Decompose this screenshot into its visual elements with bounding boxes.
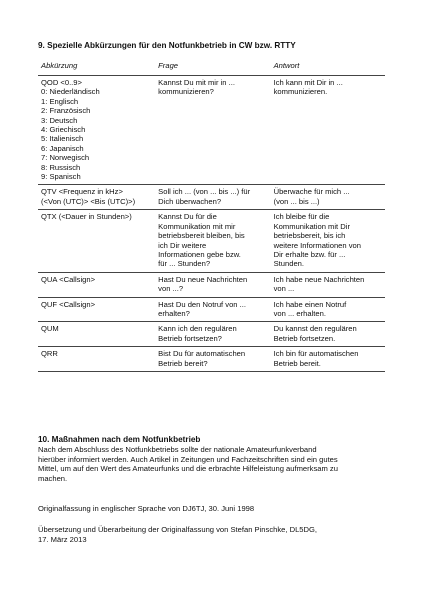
question-cell: Bist Du für automatischen Betrieb bereit?: [155, 347, 270, 372]
abbreviation-line: 4: Griechisch: [41, 125, 86, 135]
abbreviation-line: 8: Russisch: [41, 162, 81, 172]
abbreviation-line: QTV <Frequenz in kHz>: [41, 187, 123, 197]
abbreviation-line: 6: Japanisch: [41, 143, 84, 153]
abbreviation-line: 5: Italienisch: [41, 134, 84, 144]
abbreviation-cell: [38, 297, 155, 322]
question-cell: Hast Du neue Nachrichten von ...?: [155, 272, 270, 297]
question-cell: Kann ich den regulären Betrieb fortsetzen?: [155, 322, 270, 347]
translation-credit: [38, 525, 388, 544]
question-cell: Soll ich ... (von ... bis ...) für Dich überwachen?: [155, 185, 270, 210]
section-10-paragraph: [38, 445, 390, 483]
answer-cell: Du kannst den regulären Betrieb fortsetzen.: [271, 322, 385, 347]
abbreviation-line: 7: Norwegisch: [41, 153, 90, 163]
abbreviation-line: QUF <Callsign>: [41, 299, 96, 309]
answer-cell: Ich habe einen Notruf von ... erhalten.: [271, 297, 385, 322]
abbreviation-cell: [38, 322, 155, 347]
answer-cell: Ich kann mit Dir in ... kommunizieren.: [271, 76, 385, 185]
original-credit-text: Originalfassung in englischer Sprache von DJ6TJ, 30. Juni 1998: [38, 504, 255, 513]
table-row: [38, 322, 385, 347]
abbreviations-table: [38, 58, 385, 372]
answer-cell: Ich habe neue Nachrichten von ...: [271, 272, 385, 297]
answer-cell: Ich bleibe für die Kommunikation mit Dir betriebsbereit, bis ich weitere Informationen von Dir erhalte bzw. für ... Stunden.: [271, 210, 385, 272]
translation-credit-line: 17. März 2013: [38, 534, 87, 544]
abbreviation-line: 2: Französisch: [41, 106, 91, 116]
abbreviation-cell: [38, 272, 155, 297]
answer-cell: Überwache für mich ... (von ... bis ...): [271, 185, 385, 210]
abbreviation-line: QRR: [41, 349, 58, 359]
section-10-heading: 10. Maßnahmen nach dem Notfunkbetrieb: [38, 435, 201, 444]
paragraph-line: Nach dem Abschluss des Notfunkbetriebs sollte der nationale Amateurfunkverband: [38, 445, 317, 454]
column-header-abbreviation: Abkürzung: [38, 58, 155, 76]
column-header-question: Frage: [155, 58, 270, 76]
abbreviation-cell: [38, 76, 155, 185]
abbreviation-cell: [38, 185, 155, 210]
abbreviation-line: 1: Englisch: [41, 96, 79, 106]
table-row: [38, 185, 385, 210]
question-cell: Kannst Du für die Kommunikation mit mir betriebsbereit bleiben, bis ich Dir weitere Informationen gebe bzw. für ... Stunden?: [155, 210, 270, 272]
table-header-row: [38, 58, 385, 76]
answer-cell: Ich bin für automatischen Betrieb bereit.: [271, 347, 385, 372]
paragraph-line: hierüber informiert werden. Auch Artikel in Zeitungen und Fachzeitschriften sind ein gutes: [38, 454, 338, 464]
table-row: [38, 272, 385, 297]
paragraph-line: Mittel, um auf den Wert des Amateurfunks und die erbrachte Hilfeleistung aufmerksam zu: [38, 464, 338, 473]
abbreviation-line: QTX (<Dauer in Stunden>): [41, 212, 132, 222]
paragraph-line: machen.: [38, 473, 68, 483]
abbreviation-line: QOD <0..9>: [41, 78, 82, 87]
abbreviation-line: 3: Deutsch: [41, 115, 78, 125]
table-row: [38, 347, 385, 372]
abbreviation-cell: [38, 210, 155, 272]
table-row: [38, 297, 385, 322]
abbreviation-line: 9: Spanisch: [41, 172, 81, 182]
abbreviation-line: (<Von (UTC)> <Bis (UTC)>): [41, 196, 136, 206]
translation-credit-line: Übersetzung und Überarbeitung der Originalfassung von Stefan Pinschke, DL5DG,: [38, 525, 318, 534]
abbreviation-cell: [38, 347, 155, 372]
original-credit: [38, 504, 388, 514]
abbreviation-line: QUM: [41, 324, 59, 334]
question-cell: Kannst Du mit mir in ... kommunizieren?: [155, 76, 270, 185]
table-row: [38, 210, 385, 272]
abbreviation-line: 0: Niederländisch: [41, 87, 100, 97]
question-cell: Hast Du den Notruf von ... erhalten?: [155, 297, 270, 322]
column-header-answer: Antwort: [271, 58, 385, 76]
abbreviation-line: QUA <Callsign>: [41, 274, 96, 284]
section-9-heading: 9. Spezielle Abkürzungen für den Notfunkbetrieb in CW bzw. RTTY: [38, 41, 296, 50]
table-row: [38, 76, 385, 185]
